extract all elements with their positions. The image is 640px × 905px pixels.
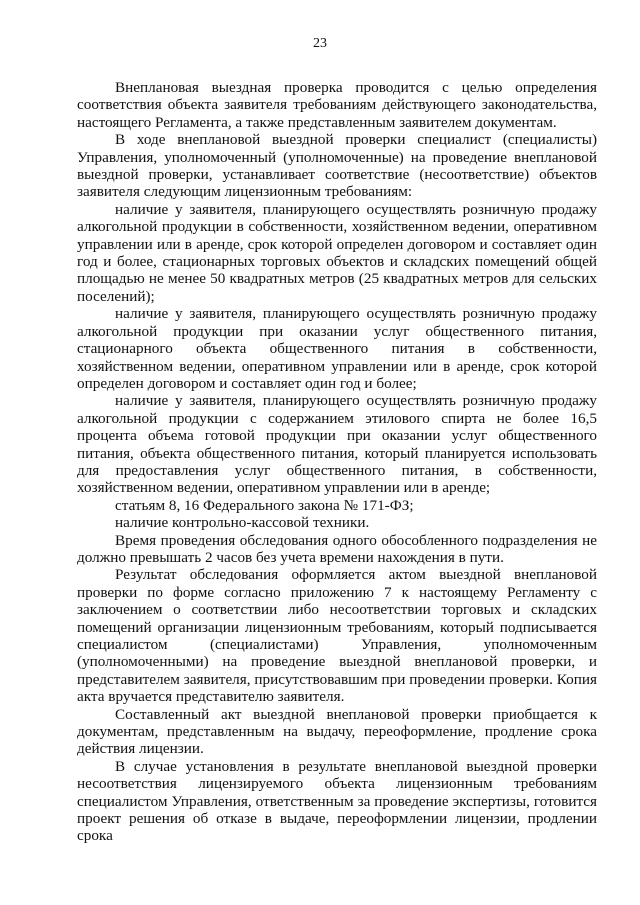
paragraph-noncompliance: В случае установления в результате внеплановой выездной проверки несоответствия лицензируемого объекта лицензионным требованиям специалистом Управления, ответственным за проведение экспертизы, готовится проект решения об отказе в выдаче, переоформлении лицензии, продлении срока xyxy=(77,757,597,845)
paragraph-inspection-duration: Время проведения обследования одного обособленного подразделения не должно превышать 2 часов без учета времени нахождения в пути. xyxy=(77,531,597,566)
paragraph-requirement-catering-object: наличие у заявителя, планирующего осуществлять розничную продажу алкогольной продукции при оказании услуг общественного питания, стационарного объекта общественного питания в собственности, хозяйственном ведении, оперативном управлении или в аренде, срок которой определен договором и составляет один год и более; xyxy=(77,305,597,392)
document-body xyxy=(77,79,597,845)
paragraph-federal-law-articles: статьям 8, 16 Федерального закона № 171-ФЗ; xyxy=(115,496,414,514)
paragraph-act-attachment: Составленный акт выездной внеплановой проверки приобщается к документам, представленным на выдачу, переоформление, продление срока действия лицензии. xyxy=(77,705,597,758)
paragraph-requirement-low-alcohol-catering: наличие у заявителя, планирующего осуществлять розничную продажу алкогольной продукции с содержанием этилового спирта не более 16,5 процента объема готовой продукции при оказании услуг общественного питания, объекта общественного питания, который планируется использовать для предоставления услуг общественного питания, в собственности, хозяйственном ведении, оперативном управлении или в аренде; xyxy=(77,392,597,497)
paragraph-inspection-purpose: Внеплановая выездная проверка проводится с целью определения соответствия объекта заявителя требованиям действующего законодательства, настоящего Регламента, а также представленным заявителем документам. xyxy=(77,79,597,131)
paragraph-cash-register: наличие контрольно-кассовой техники. xyxy=(115,514,370,532)
paragraph-inspection-act: Результат обследования оформляется актом выездной внеплановой проверки по форме согласно приложению 7 к настоящему Регламенту с заключением о соответствии либо несоответствии торговых и складских помещений организации лицензионным требованиям, который подписывается специалистом (специалистами) Управления, уполномоченным (уполномоченными) на проведение выездной внеплановой проверки, и представителем заявителя, присутствовавшим при проведении проверки. Копия акта вручается представителю заявителя. xyxy=(77,566,597,706)
paragraph-requirement-retail-premises: наличие у заявителя, планирующего осуществлять розничную продажу алкогольной продукции в собственности, хозяйственном ведении, оперативном управлении или в аренде, срок которой определен договором и составляет один год и более, стационарных торговых объектов и складских помещений общей площадью не менее 50 квадратных метров (25 квадратных метров для сельских поселений); xyxy=(77,200,597,305)
paragraph-inspection-scope: В ходе внеплановой выездной проверки специалист (специалисты) Управления, уполномоченный (уполномоченные) на проведение внеплановой выездной проверки, устанавливает соответствие (несоответствие) объектов заявителя следующим лицензионным требованиям: xyxy=(77,131,597,201)
page-number: 23 xyxy=(313,36,327,51)
